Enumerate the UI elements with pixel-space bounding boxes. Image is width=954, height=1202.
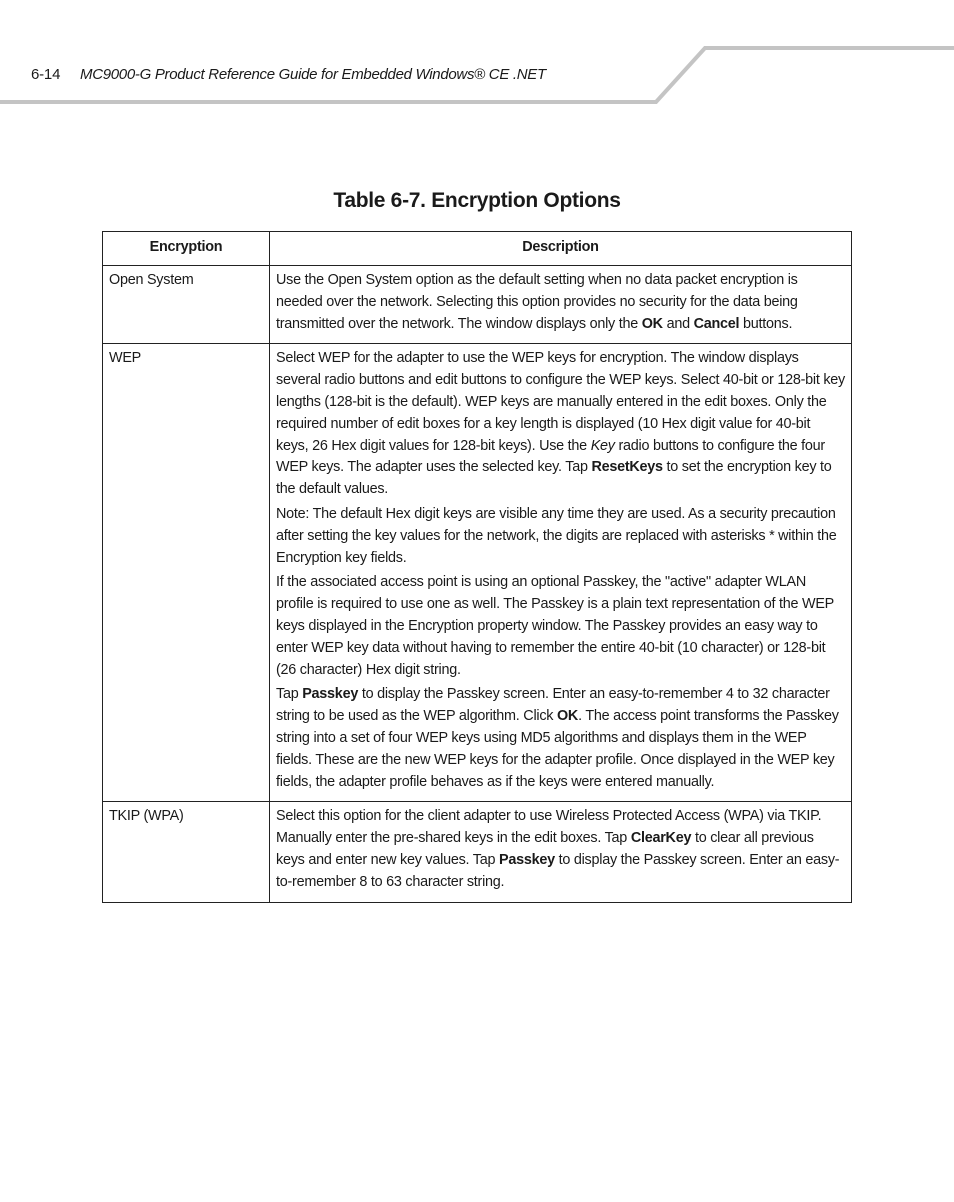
- text-segment: to display the Passkey screen. Enter an easy-to-remember 4 to 32 character string to be used as the WEP algorithm. Click: [276, 686, 830, 725]
- header-encryption: Encryption: [103, 232, 270, 266]
- text-segment: If the associated access point is using an optional Passkey, the "active" adapter WLAN profile is required to use one as well. The Passkey is a plain text representation of the WEP keys displayed in the Encryption property window. The Passkey provides an easy way to enter WEP key data without having to remember the entire 40-bit (10 character) or 128-bit (26 character) Hex digit string.: [276, 574, 834, 678]
- text-segment: Note: The default Hex digit keys are visible any time they are used. As a security precaution after setting the key values for the network, the digits are replaced with asterisks * within the Encryption key fields.: [276, 505, 837, 566]
- table-caption: Table 6-7. Encryption Options: [333, 189, 621, 212]
- description-paragraph: [276, 504, 845, 569]
- text-segment: Use the Open System option as the default setting when no data packet encryption is needed over the network. Selecting this option provides no security for the data being transmitted over the network. The window displays only the: [276, 272, 798, 332]
- table-row: [103, 344, 852, 802]
- header-description: Description: [270, 232, 852, 266]
- text-segment: Select WEP for the adapter to use the WEP keys for encryption. The window displays several radio buttons and edit buttons to configure the WEP keys. Select 40-bit or 128-bit key lengths (128-bit is the default). WEP keys are manually entered in the edit boxes. Only the required number of edit boxes for a key length is displayed (10 Hex digit value for 40-bit keys, 26 Hex digit values for 128-bit keys). Use the: [276, 350, 845, 454]
- description-cell: [270, 344, 852, 802]
- description-cell: [270, 266, 852, 344]
- table-row: [103, 266, 852, 344]
- bold-term: Passkey: [498, 851, 555, 868]
- description-paragraph: [276, 684, 845, 793]
- bold-term: ResetKeys: [591, 459, 663, 476]
- header-rule-graphic: [0, 0, 954, 110]
- text-segment: radio buttons to configure the four WEP keys. The adapter uses the selected key. Tap: [276, 437, 825, 476]
- description-paragraph: [276, 806, 845, 893]
- bold-term: OK: [641, 315, 663, 332]
- table-row: [103, 802, 852, 902]
- italic-term: Key: [590, 437, 615, 454]
- bold-term: Passkey: [302, 686, 359, 703]
- bold-term: ClearKey: [630, 830, 692, 847]
- description-paragraph: [276, 572, 845, 681]
- table-body: [103, 266, 852, 903]
- encryption-cell: Open System: [103, 266, 270, 344]
- encryption-cell: TKIP (WPA): [103, 802, 270, 902]
- table-header-row: [103, 232, 852, 266]
- description-paragraph: [276, 270, 845, 335]
- text-segment: Tap: [276, 686, 303, 703]
- text-segment: to display the Passkey screen. Enter an easy-to-remember 8 to 63 character string.: [276, 851, 840, 890]
- text-segment: Select this option for the client adapter to use Wireless Protected Access (WPA) via TKIP. Manually enter the pre-shared keys in the edit boxes. Tap: [276, 808, 822, 847]
- text-segment: to clear all previous keys and enter new key values. Tap: [276, 830, 814, 868]
- bold-term: Cancel: [693, 315, 740, 332]
- encryption-cell: WEP: [103, 344, 270, 802]
- description-paragraph: [276, 348, 845, 501]
- text-segment: buttons.: [739, 315, 793, 332]
- guide-title: MC9000-G Product Reference Guide for Embedded Windows® CE .NET: [80, 66, 546, 83]
- page-number: 6-14: [31, 66, 61, 83]
- encryption-options-table: [102, 231, 852, 903]
- description-cell: [270, 802, 852, 902]
- text-segment: and: [662, 315, 694, 332]
- text-segment: to set the encryption key to the default values.: [276, 459, 832, 498]
- text-segment: . The access point transforms the Passkey string into a set of four WEP keys using MD5 algorithms and displays them in the WEP fields. These are the new WEP keys for the adapter profile. Once displayed in the WEP key fields, the adapter profile behaves as if the keys were entered manually.: [276, 708, 839, 790]
- page-header: [0, 0, 954, 110]
- bold-term: OK: [556, 708, 579, 725]
